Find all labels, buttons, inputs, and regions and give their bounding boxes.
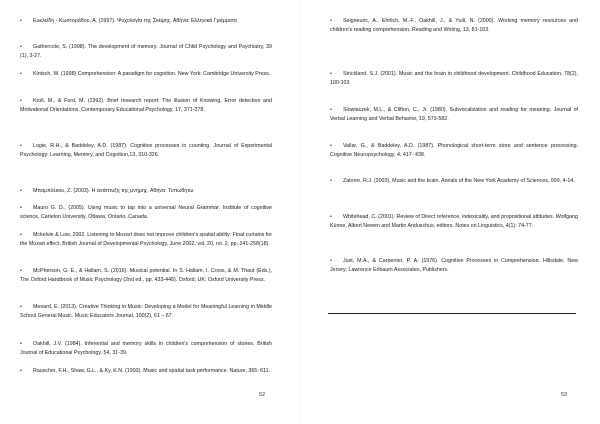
bullet-icon: • [330, 18, 332, 24]
reference-item: • Strickland, S.J. (2001). Music and the brain in childhood development. Childhood Education, 78(2), 100-103 [330, 71, 578, 86]
reference-item: • Whitehead, C. (2001). Review of Direct reference, indexicality, and propositional attitudes. Wolfgang Künne, Albert Newen and Martin Anduschus, editors. Notes on Linguistics, 4(1): 74-77. [330, 214, 578, 229]
reference-item: • Just, M.A., & Carpenter, P. A. (1976). Cognitive Processes in Comprehension. Hillsdale, New Jersey: Lawrence Erlbaum Associates, Publishers. [330, 258, 578, 273]
footnote-separator-line [328, 313, 576, 314]
reference-item: • Kintsch, W. (1998) Comprehension: A paradigm for cognition. New York: Cambridge University Press. [20, 71, 271, 77]
bullet-icon: • [20, 188, 22, 194]
reference-item: • Vallar, G., & Baddeley, A.D. (1987). Phonological short-term store and sentence processing. Cognitive Neuropsychology, 4, 417- 438. [330, 143, 578, 158]
reference-item: • Rauscher, F.H., Shaw, G.L., & Ky, K.N. (1993). Music and spatial task performance. Nature, 365: 611. [20, 368, 271, 374]
bullet-icon: • [20, 71, 22, 77]
bullet-icon: • [20, 44, 22, 50]
bullet-icon: • [330, 71, 332, 77]
bullet-icon: • [20, 143, 22, 149]
reference-item: • Logie, R.H., & Baddeley, A.D. (1987). Cognitive processes in counting. Journal of Experimental Psychology: Learning, Memory, and Cognition,13, 310-326. [20, 143, 272, 158]
bullet-icon: • [20, 98, 22, 104]
bullet-icon: • [20, 368, 22, 374]
reference-item: • Ευκλείδη - Κωστοράδου, Α. (1997). Ψυχολογία της Σκέψης. Αθήνα: Ελληνικά Γράμματα [20, 18, 237, 24]
reference-item: • Mauro G. D., (2005). Using music to tap into a universal Neural Grammar. Institute of cognitive science, Carleton University, Ottawa, Ontario, Canada. [20, 205, 272, 220]
bullet-icon: • [20, 304, 22, 310]
reference-item: • Zatorre, R.J. (2003). Music and the brain. Annals of the New York Academy of Sciences, 999, 4-14. [330, 178, 575, 184]
bullet-icon: • [330, 143, 332, 149]
bullet-icon: • [20, 18, 22, 24]
reference-item: • Oakhill, J.V. (1984). Inferential and memory skills in children's comprehension of stories. British Journal of Educational Psychology, 54, 31-39. [20, 341, 272, 356]
reference-item: • Gathercole, S. (1998). The development of memory. Journal of Child Psychology and Psychiatry, 39 (1), 3-27. [20, 44, 272, 59]
bullet-icon: • [330, 214, 332, 220]
reference-item: • Slowiaczek, M.L., & Clifton, C., Jr. (1980). Subvocalization and reading for meaning. Journal of Verbal Learning and Verbal Behavior, 19, 573-582. [330, 107, 578, 122]
page-number: 52 [259, 392, 266, 398]
bullet-icon: • [20, 341, 22, 347]
page-number: 53 [561, 392, 568, 398]
reference-item: • Menard, E. (2013). Creative Thinking in Music: Developing a Model for Meaningful Learning in Middle School General Music. Music Educators Journal, 100(2), 61 – 67. [20, 304, 272, 319]
bullet-icon: • [330, 258, 332, 264]
bullet-icon: • [20, 268, 22, 274]
right-page [300, 0, 600, 424]
reference-item: • Seigneuric, A., Ehrlich, M.-F., Oakhill, J., & Yuill, N. (2000). Working memory resources and children's reading comprehension. Reading and Writing, 13, 81-103. [330, 18, 578, 33]
bullet-icon: • [330, 178, 332, 184]
bullet-icon: • [20, 205, 22, 211]
reference-item: • McPherson, G. E., & Hallam, S. (2016). Musical potential. In S. Hallam, I. Cross, & M. Thaut (Eds.), The Oxford Handbook of Music Psychology (2nd ed., pp. 433-448). Oxford, UK: Oxford University Press. [20, 268, 272, 283]
reference-item: • Kroll, M., & Ford, M. (1992). Brief research report: The illusion of Knowing, Error detection and Motivational Orientations. Contemporary Educational Psychology, 17, 371-378. [20, 98, 272, 113]
bullet-icon: • [330, 107, 332, 113]
bullet-icon: • [20, 232, 22, 238]
reference-item: • Mckelvie & Low, 2002. Listening to Mozart does not improve children's spatial ability: Final curtains for the Mozart effect. British Journal of Developmental Psychology, June 2002, vol. 20, no. 2, pp. 241-258(18). [20, 232, 272, 247]
reference-item: • Μπαμπλέκου, Ζ. (2003). Η ανάπτυξη της μνήμης. Αθήνα: Τυπωθήτω [20, 188, 194, 194]
